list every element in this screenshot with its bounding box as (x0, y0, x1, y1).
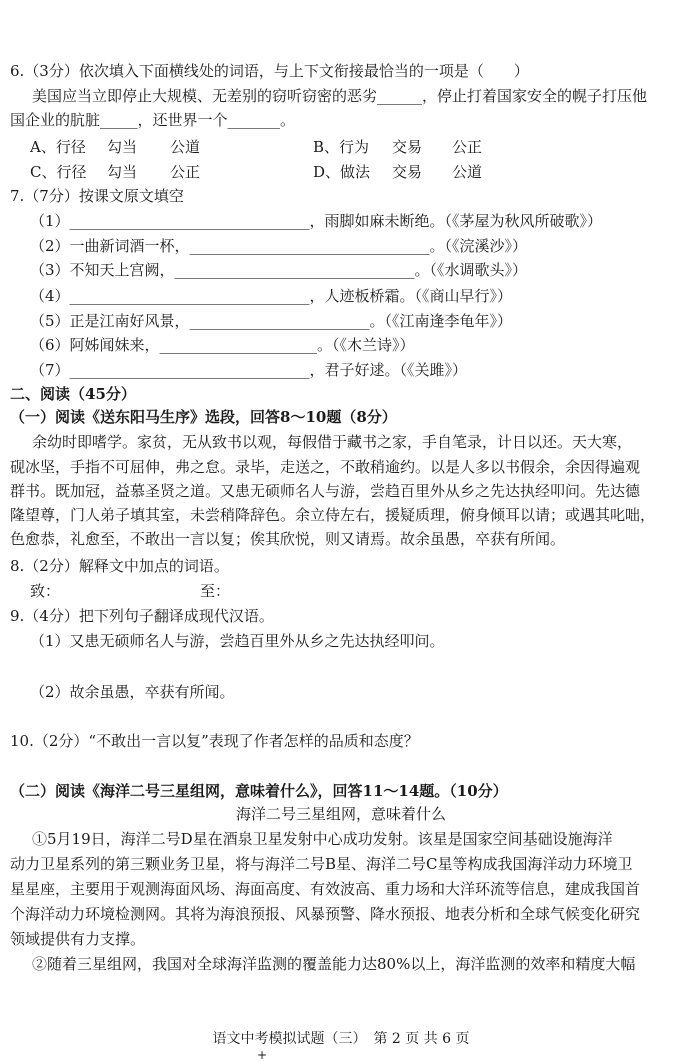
passage-line-3: 群书。既加冠，益慕圣贤之道。又患无硕师名人与游，尝趋百里外从乡之先达执经叩问。先达德 (10, 482, 641, 500)
q7-item-3: （3）不知天上宫阙，________________________________。（《水调歌头》） (30, 261, 528, 279)
q7-item-1: （1）________________________________，雨脚如麻未断绝。（《茅屋为秋风所破歌》） (30, 212, 603, 230)
article-line-3: 星星座，主要用于观测海面风场、海面高度、有效波高、重力场和大洋环流等信息，建成我国首 (10, 880, 641, 898)
q6-passage-line1: 美国应当立即停止大规模、无差别的窃听窃密的恶劣______，停止打着国家安全的幌子打压他 (32, 87, 648, 105)
part2-heading: （二）阅读《海洋二号三星组网，意味着什么》，回答11～14题。（10分） (10, 782, 508, 800)
q6-option-d-word3: 公道 (452, 163, 483, 181)
q7-item-7: （7）________________________________，君子好逑。（《关雎》） (30, 361, 468, 379)
q8-word-2: 至： (200, 582, 231, 600)
passage-line-1: 余幼时即嗜学。家贫，无从致书以观，每假借于藏书之家，手自笔录，计日以还。天大寒， (32, 433, 633, 451)
q7-stem: 7.（7分）按课文原文填空 (10, 187, 184, 205)
q6-option-b-word1: B、行为 (313, 138, 370, 156)
page-footer: 语文中考模拟试题（三） 第 2 页 共 6 页 (212, 1031, 470, 1047)
q9-sentence-1: （1）又患无硕师名人与游，尝趋百里外从乡之先达执经叩问。 (30, 632, 445, 650)
article-line-5: 领域提供有力支撑。 (10, 930, 146, 948)
q7-item-2: （2）一曲新词酒一杯，________________________________。（《浣溪沙》） (30, 237, 528, 255)
q8-word-1: 致： (30, 582, 61, 600)
q7-item-5: （5）正是江南好风景，________________________。（《江南逢李龟年》） (30, 312, 513, 330)
q6-option-b-word2: 交易 (392, 138, 423, 156)
q9-stem: 9.（4分）把下列句子翻译成现代汉语。 (10, 607, 274, 625)
q6-option-d-word1: D、做法 (313, 163, 371, 181)
article-line-2: 动力卫星系列的第三颗业务卫星，将与海洋二号B星、海洋二号C星等构成我国海洋动力环境卫 (10, 855, 633, 873)
q6-option-c-word2: 勾当 (107, 163, 138, 181)
q9-sentence-2: （2）故余虽愚，卒获有所闻。 (30, 683, 235, 701)
q6-option-c-word1: C、行径 (30, 163, 87, 181)
passage-line-2: 砚冰坚，手指不可屈伸，弗之怠。录毕，走送之，不敢稍逾约。以是人多以书假余，余因得遍观 (10, 458, 641, 476)
q6-option-a-word1: A、行径 (30, 138, 86, 156)
part1-heading: （一）阅读《送东阳马生序》选段，回答8～10题（8分） (10, 408, 397, 426)
section2-heading: 二、阅读（45分） (10, 385, 136, 403)
passage-line-4: 隆望尊，门人弟子填其室，未尝稍降辞色。余立侍左右，援疑质理，俯身倾耳以请；或遇其叱咄， (10, 506, 656, 524)
q8-stem: 8.（2分）解释文中加点的词语。 (10, 557, 229, 575)
q7-item-6: （6）阿姊闻妹来，_____________________。（《木兰诗》） (30, 336, 415, 354)
article-line-1: ①5月19日，海洋二号D星在酒泉卫星发射中心成功发射。该星是国家空间基础设施海洋 (32, 830, 613, 848)
q7-item-4: （4）________________________________，人迹板桥霜。（《商山早行》） (30, 287, 513, 305)
q10-stem: 10.（2分）“不敢出一言以复”表现了作者怎样的品质和态度？ (10, 732, 419, 750)
q6-option-a-word3: 公道 (170, 138, 201, 156)
q6-option-b-word3: 公正 (452, 138, 483, 156)
q6-stem: 6.（3分）依次填入下面横线处的词语，与上下文衔接最恰当的一项是（ ） (10, 62, 529, 80)
q6-option-d-word2: 交易 (392, 163, 423, 181)
q6-option-a-word2: 勾当 (107, 138, 138, 156)
article-title: 海洋二号三星组网，意味着什么 (235, 805, 446, 823)
article-line-6: ②随着三星组网，我国对全球海洋监测的覆盖能力达80%以上，海洋监测的效率和精度大幅 (32, 955, 636, 973)
passage-line-5: 色愈恭，礼愈至，不敢出一言以复；俟其欣悦，则又请焉。故余虽愚，卒获有所闻。 (10, 530, 566, 548)
q6-passage-line2: 国企业的肮脏_____，还世界一个_______。 (10, 111, 296, 129)
article-line-4: 个海洋动力环境检测网。其将为海浪预报、风暴预警、降水预报、地表分析和全球气候变化研究 (10, 905, 641, 923)
margin-mark: + (257, 1048, 268, 1062)
q6-option-c-word3: 公正 (170, 163, 201, 181)
